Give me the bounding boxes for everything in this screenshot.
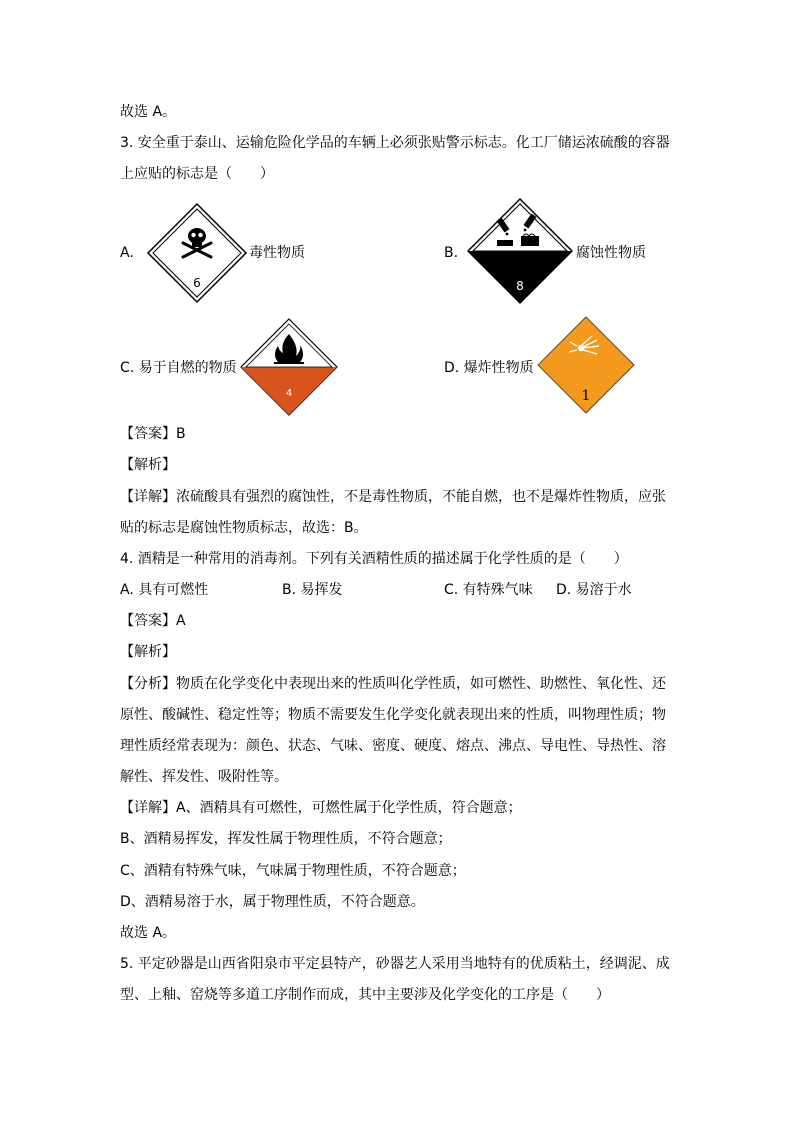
q5-stem-line2: 型、上釉、窑烧等多道工序制作而成，其中主要涉及化学变化的工序是（ ） xyxy=(120,987,610,1003)
q4-option-a: A. 具有可燃性 xyxy=(120,582,209,598)
q4-option-c: C. 有特殊气味 xyxy=(444,582,533,598)
q3-stem-line2: 上应贴的标志是（ ） xyxy=(120,166,274,182)
q4-conclusion: 故选 A。 xyxy=(120,925,177,941)
q2-conclusion: 故选 A。 xyxy=(120,104,177,120)
corrosive-sign-icon xyxy=(467,198,573,304)
option-c-label xyxy=(120,358,237,378)
q4-detail-line4: D、酒精易溶于水，属于物理性质，不符合题意。 xyxy=(120,894,425,910)
option-c-letter: C. xyxy=(120,360,135,376)
q4-stem: 4. 酒精是一种常用的消毒剂。下列有关酒精性质的描述属于化学性质的是（ ） xyxy=(120,551,628,567)
toxic-sign-number: 6 xyxy=(193,276,201,290)
combustion-sign-number: 4 xyxy=(285,388,293,399)
option-d-text: 爆炸性物质 xyxy=(463,360,534,376)
spontaneous-combustion-sign-icon xyxy=(240,318,338,416)
explosive-sign-number: 1 xyxy=(581,388,591,404)
option-a-letter: A. xyxy=(120,245,134,261)
q3-analysis-title: 【解析】 xyxy=(120,457,176,473)
q4-detail-line1: 【详解】A、酒精具有可燃性，可燃性属于化学性质，符合题意； xyxy=(120,800,522,816)
option-a-label: 毒性物质 xyxy=(249,245,305,261)
option-c-text: 易于自燃的物质 xyxy=(138,360,237,376)
q4-analysis-line3: 理性质经常表现为：颜色、状态、气味、密度、硬度、熔点、沸点、导电性、导热性、溶 xyxy=(120,738,666,754)
q4-analysis-title: 【解析】 xyxy=(120,644,176,660)
option-d-letter: D. xyxy=(444,360,460,376)
q4-detail-line2: B、酒精易挥发，挥发性属于物理性质，不符合题意； xyxy=(120,831,452,847)
q4-option-d: D. 易溶于水 xyxy=(556,582,632,598)
q5-stem-line1: 5. 平定砂器是山西省阳泉市平定县特产，砂器艺人采用当地特有的优质粘土，经调泥、成 xyxy=(120,956,670,972)
q4-detail-line3: C、酒精有特殊气味，气味属于物理性质，不符合题意； xyxy=(120,863,466,879)
corrosive-sign-number: 8 xyxy=(516,279,524,293)
q4-analysis-line1: 【分析】物质在化学变化中表现出来的性质叫化学性质，如可燃性、助燃性、氧化性、还 xyxy=(120,676,666,692)
q4-analysis-line4: 解性、挥发性、吸附性等。 xyxy=(120,769,288,785)
option-b-label: 腐蚀性物质 xyxy=(576,245,646,261)
q4-answer: 【答案】A xyxy=(120,613,186,629)
q3-detail-line1: 【详解】浓硫酸具有强烈的腐蚀性，不是毒性物质，不能自燃，也不是爆炸性物质，应张 xyxy=(120,489,666,505)
q3-answer: 【答案】B xyxy=(120,426,186,442)
option-b-letter: B. xyxy=(444,245,459,261)
explosive-sign-icon xyxy=(537,316,635,414)
q3-detail-line2: 贴的标志是腐蚀性物质标志，故选：B。 xyxy=(120,520,368,536)
toxic-sign-icon xyxy=(147,203,247,303)
q4-analysis-line2: 原性、酸碱性、稳定性等；物质不需要发生化学变化就表现出来的性质，叫物理性质；物 xyxy=(120,707,666,723)
q4-option-b: B. 易挥发 xyxy=(282,582,343,598)
option-d-label xyxy=(444,358,534,378)
q3-stem-line1: 3. 安全重于泰山、运输危险化学品的车辆上必须张贴警示标志。化工厂储运浓硫酸的容器 xyxy=(120,135,670,151)
